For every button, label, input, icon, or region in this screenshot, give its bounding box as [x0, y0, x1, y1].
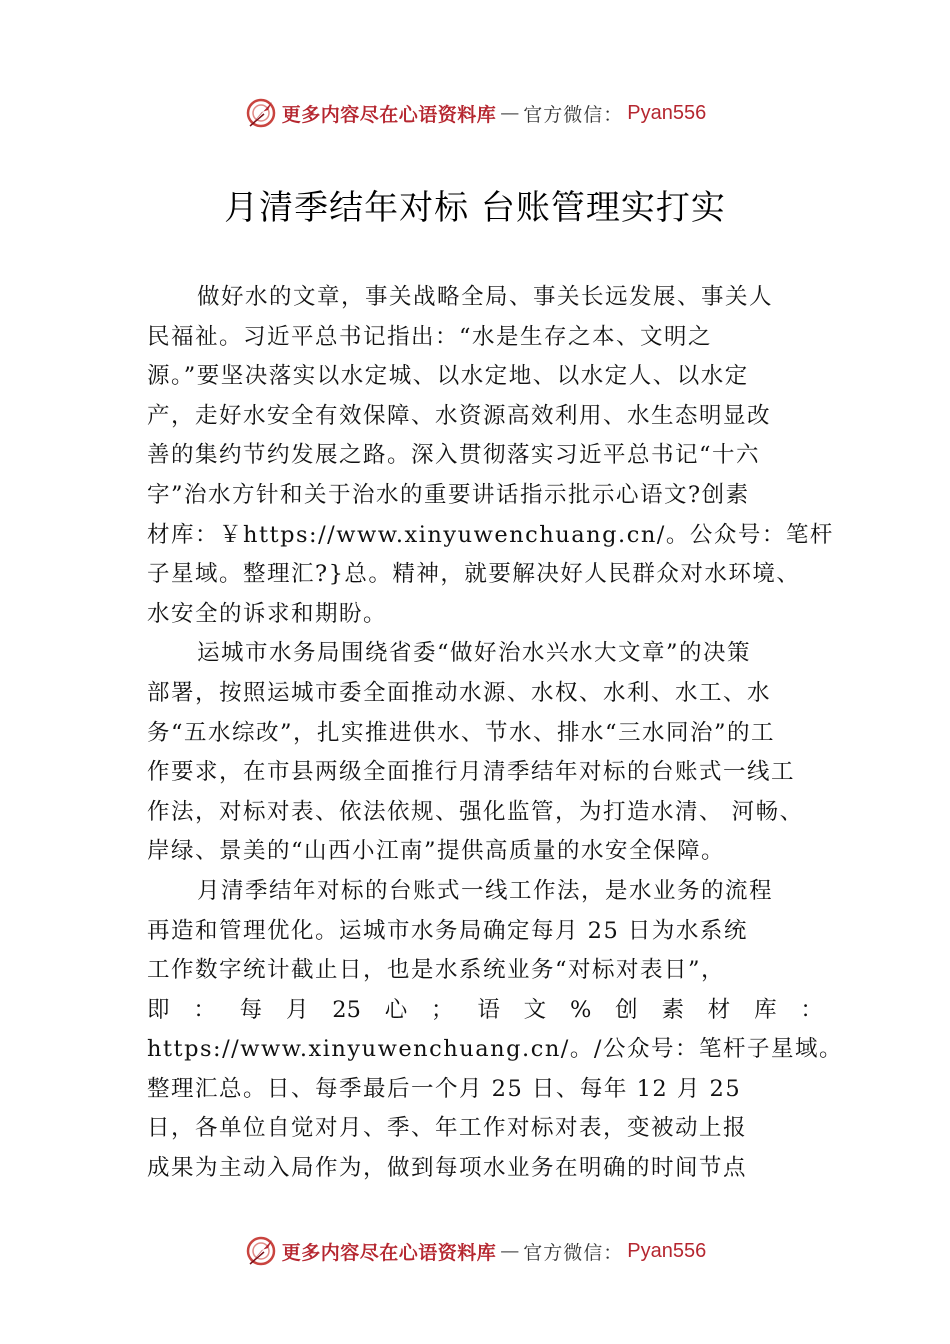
text-token: 即 — [147, 996, 170, 1023]
text-line: 源。”要坚决落实以水定城、以水定地、以水定人、以水定 — [147, 363, 749, 390]
banner-main-text: 更多内容尽在心语资料库 — [281, 103, 497, 126]
quill-seal-icon — [244, 96, 278, 130]
text-line: 工作数字统计截止日，也是水系统业务“对标对表日”， — [147, 957, 726, 984]
text-token: 文 — [523, 996, 547, 1023]
text-line: 水安全的诉求和期盼。 — [147, 600, 388, 627]
page-title: 月清季结年对标 台账管理实打实 — [224, 188, 726, 228]
text-token: 创 — [615, 996, 638, 1023]
banner-dash: — — [500, 1240, 520, 1262]
text-line: 岸绿、景美的“山西小江南”提供高质量的水安全保障。 — [147, 838, 726, 865]
text-line: 产，走好水安全有效保障、水资源高效利用、水生态明显改 — [147, 402, 772, 429]
text-line: 部署，按照运城市委全面推动水源、水权、水利、水工、水 — [147, 679, 772, 706]
banner-wechat-id: Pyan556 — [627, 101, 707, 124]
text-token: 心 — [384, 996, 408, 1023]
text-line: 善的集约节约发展之路。深入贯彻落实习近平总书记“十六 — [147, 442, 761, 469]
text-token: 语 — [477, 996, 500, 1023]
text-token: % — [569, 996, 592, 1023]
text-line: https://www.xinyuwenchuang.cn/。/公众号：笔杆子星域。 — [147, 1036, 843, 1063]
banner-wechat-id: Pyan556 — [627, 1239, 707, 1262]
text-line: 务“五水综改”，扎实推进供水、节水、排水“三水同治”的工 — [147, 719, 776, 746]
text-token: ； — [431, 996, 454, 1023]
article-body — [147, 278, 843, 1189]
quill-seal-icon — [244, 1234, 278, 1268]
text-line: 做好水的文章，事关战略全局、事关长远发展、事关人 — [197, 284, 774, 310]
banner-dash: — — [500, 102, 520, 124]
banner-label: 官方微信： — [523, 103, 624, 126]
text-line: 作要求，在市县两级全面推行月清季结年对标的台账式一线工 — [147, 759, 796, 786]
text-line: 材库：￥https://www.xinyuwenchuang.cn/。公众号：笔杆 — [147, 521, 834, 548]
header-banner — [0, 96, 950, 130]
text-line: 再造和管理优化。运城市水务局确定每月 25 日为水系统 — [147, 917, 748, 944]
text-token: 月 — [285, 996, 309, 1023]
text-line: 日，各单位自觉对月、季、年工作对标对表，变被动上报 — [147, 1115, 748, 1142]
text-token: 素 — [661, 996, 684, 1023]
text-line: 运城市水务局围绕省委“做好治水兴水大文章”的决策 — [197, 640, 752, 667]
text-line: 字”治水方针和关于治水的重要讲话指示批示心语文?创素 — [147, 481, 750, 508]
text-line: 月清季结年对标的台账式一线工作法，是水业务的流程 — [197, 877, 774, 904]
banner-main-text: 更多内容尽在心语资料库 — [281, 1241, 497, 1264]
text-line: 整理汇总。日、每季最后一个月 25 日、每年 12 月 25 — [147, 1075, 742, 1102]
text-token: 库 — [754, 996, 777, 1023]
text-token: ： — [193, 996, 216, 1023]
text-token: ： — [800, 996, 823, 1023]
text-line: 民福祉。习近平总书记指出：“水是生存之本、文明之 — [147, 323, 713, 350]
text-token: 材 — [707, 996, 731, 1023]
text-token: 25 — [332, 996, 361, 1023]
text-line: 作法，对标对表、依法依规、强化监管，为打造水清、 河畅、 — [147, 798, 804, 825]
footer-banner — [0, 1234, 950, 1268]
text-line: 子星域。整理汇?}总。精神，就要解决好人民群众对水环境、 — [147, 561, 801, 588]
text-line — [147, 991, 823, 1031]
text-token: 每 — [239, 996, 263, 1023]
banner-label: 官方微信： — [523, 1241, 624, 1264]
text-line: 成果为主动入局作为，做到每项水业务在明确的时间节点 — [147, 1155, 748, 1182]
